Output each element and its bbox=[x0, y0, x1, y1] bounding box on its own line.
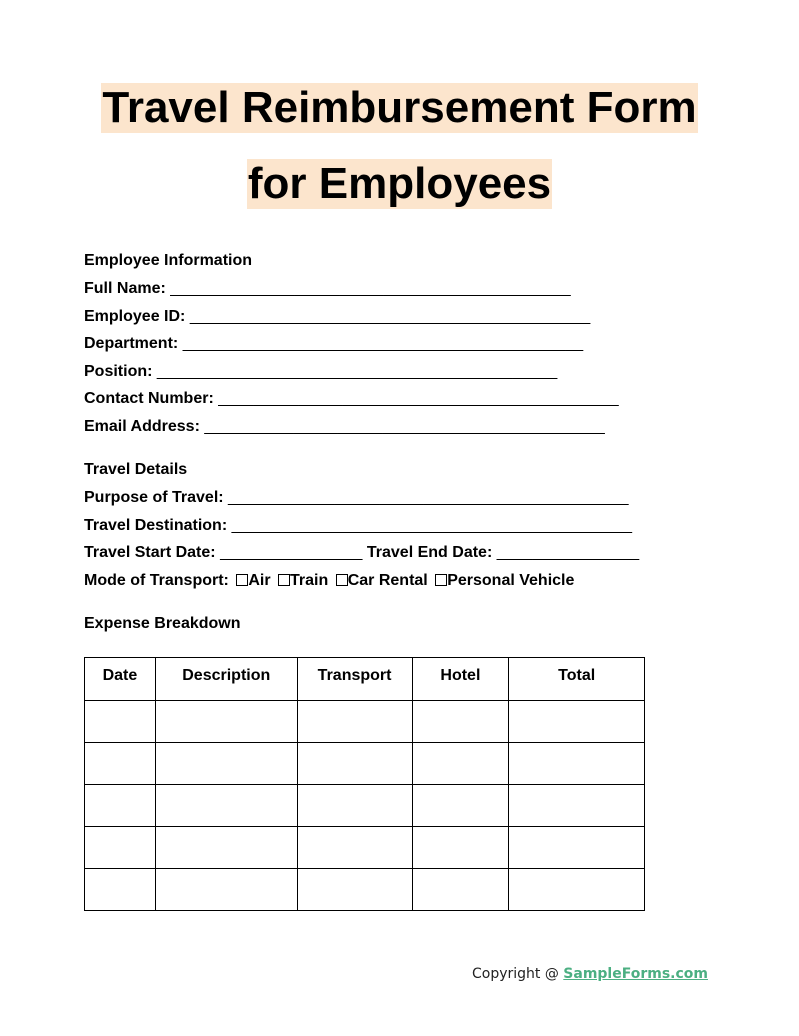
copyright-text: Copyright @ bbox=[471, 966, 564, 982]
start-date-label: Travel Start Date: bbox=[84, 544, 216, 561]
cell-date[interactable] bbox=[85, 869, 156, 911]
option-air: Air bbox=[248, 571, 271, 589]
end-date-label: Travel End Date: bbox=[366, 544, 493, 561]
cell-transport[interactable] bbox=[297, 701, 412, 743]
field-label: Department: bbox=[84, 335, 179, 352]
cell-transport[interactable] bbox=[297, 827, 412, 869]
cell-hotel[interactable] bbox=[412, 743, 509, 785]
table-row bbox=[85, 785, 645, 827]
cell-description[interactable] bbox=[155, 701, 297, 743]
cell-hotel[interactable] bbox=[412, 785, 509, 827]
checkbox-car-rental[interactable] bbox=[336, 574, 348, 586]
cell-transport[interactable] bbox=[297, 743, 412, 785]
cell-hotel[interactable] bbox=[412, 869, 509, 911]
cell-description[interactable] bbox=[155, 785, 297, 827]
form-content bbox=[84, 251, 724, 642]
checkbox-air[interactable] bbox=[236, 574, 248, 586]
field-position[interactable] bbox=[84, 362, 724, 390]
field-contact-number[interactable] bbox=[84, 389, 724, 417]
field-label: Travel Destination: bbox=[84, 516, 228, 534]
cell-transport[interactable] bbox=[297, 869, 412, 911]
table-row bbox=[85, 827, 645, 869]
cell-description[interactable] bbox=[155, 869, 297, 911]
cell-date[interactable] bbox=[85, 785, 156, 827]
field-blank[interactable]: _____________________________________________ bbox=[218, 390, 619, 407]
field-travel-dates[interactable] bbox=[84, 543, 724, 571]
transport-label: Mode of Transport: bbox=[84, 571, 229, 589]
cell-total[interactable] bbox=[509, 869, 645, 911]
cell-hotel[interactable] bbox=[412, 701, 509, 743]
cell-hotel[interactable] bbox=[412, 827, 509, 869]
field-label: Employee ID: bbox=[84, 307, 186, 325]
title-line-1: Travel Reimbursement Form bbox=[102, 83, 697, 132]
field-label: Full Name: bbox=[84, 280, 166, 297]
field-blank[interactable]: _____________________________________________ bbox=[228, 489, 629, 506]
cell-total[interactable] bbox=[509, 785, 645, 827]
checkbox-train[interactable] bbox=[278, 574, 290, 586]
field-purpose[interactable] bbox=[84, 488, 724, 516]
cell-description[interactable] bbox=[155, 743, 297, 785]
start-date-blank[interactable]: ________________ bbox=[220, 544, 363, 561]
field-blank[interactable]: _____________________________________________ bbox=[189, 307, 591, 325]
checkbox-personal-vehicle[interactable] bbox=[435, 574, 447, 586]
option-train: Train bbox=[290, 571, 329, 589]
field-label: Contact Number: bbox=[84, 390, 214, 407]
field-blank[interactable]: _____________________________________________ bbox=[170, 280, 571, 297]
table-row bbox=[85, 743, 645, 785]
form-title bbox=[0, 83, 799, 209]
field-blank[interactable]: _____________________________________________ bbox=[182, 335, 584, 352]
col-header-hotel: Hotel bbox=[412, 658, 509, 701]
cell-total[interactable] bbox=[509, 743, 645, 785]
travel-details-heading: Travel Details bbox=[84, 461, 188, 478]
table-row bbox=[85, 869, 645, 911]
option-car-rental: Car Rental bbox=[347, 571, 428, 589]
cell-date[interactable] bbox=[85, 701, 156, 743]
sampleforms-link[interactable]: SampleForms.com bbox=[563, 966, 708, 982]
field-full-name[interactable] bbox=[84, 279, 724, 307]
field-blank[interactable]: _____________________________________________ bbox=[204, 417, 605, 435]
expense-table bbox=[84, 657, 645, 911]
employee-info-heading: Employee Information bbox=[84, 252, 253, 269]
cell-total[interactable] bbox=[509, 827, 645, 869]
col-header-total: Total bbox=[509, 658, 645, 701]
field-blank[interactable]: _____________________________________________ bbox=[156, 362, 558, 380]
field-transport-mode bbox=[84, 571, 724, 599]
field-employee-id[interactable] bbox=[84, 307, 724, 335]
cell-description[interactable] bbox=[155, 827, 297, 869]
col-header-date: Date bbox=[85, 658, 156, 701]
field-label: Purpose of Travel: bbox=[84, 489, 224, 506]
field-department[interactable] bbox=[84, 334, 724, 362]
copyright-footer bbox=[472, 966, 708, 982]
field-label: Position: bbox=[84, 362, 153, 380]
option-personal-vehicle: Personal Vehicle bbox=[447, 571, 575, 589]
field-email-address[interactable] bbox=[84, 417, 724, 445]
cell-date[interactable] bbox=[85, 743, 156, 785]
col-header-description: Description bbox=[155, 658, 297, 701]
cell-date[interactable] bbox=[85, 827, 156, 869]
cell-total[interactable] bbox=[509, 701, 645, 743]
table-row bbox=[85, 701, 645, 743]
expense-breakdown-heading: Expense Breakdown bbox=[84, 615, 241, 632]
end-date-blank[interactable]: ________________ bbox=[496, 544, 640, 561]
field-destination[interactable] bbox=[84, 516, 724, 544]
field-label: Email Address: bbox=[84, 417, 200, 435]
cell-transport[interactable] bbox=[297, 785, 412, 827]
title-line-2: for Employees bbox=[247, 159, 552, 208]
col-header-transport: Transport bbox=[297, 658, 412, 701]
field-blank[interactable]: _____________________________________________ bbox=[231, 516, 633, 534]
table-header-row bbox=[85, 658, 645, 701]
